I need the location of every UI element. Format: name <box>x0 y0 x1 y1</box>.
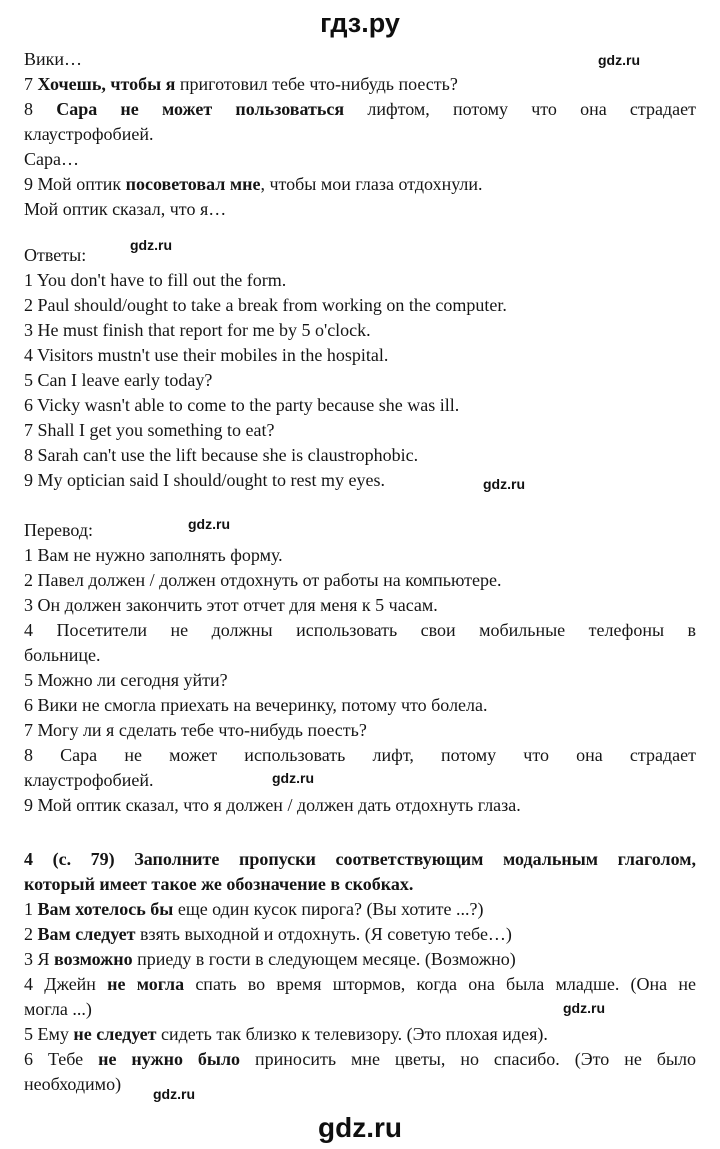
body-text: 4 Джейн <box>24 974 108 994</box>
text-line <box>24 1047 696 1072</box>
body-text: Мой оптик сказал, что я… <box>24 199 227 219</box>
text-line <box>24 922 696 947</box>
body-text: 6 Тебе <box>24 1049 99 1069</box>
bold-text: возможно <box>54 949 133 969</box>
body-text: необходимо) <box>24 1074 122 1094</box>
body-text: взять выходной и отдохнуть. (Я советую тебе…) <box>135 924 512 944</box>
bold-text: Вам хотелось бы <box>37 899 174 919</box>
document-body <box>24 47 696 1097</box>
bold-text: не нужно было <box>98 1049 241 1069</box>
body-text: приготовил тебе что-нибудь поесть? <box>175 74 458 94</box>
text-line <box>24 793 696 818</box>
text-line <box>24 418 696 443</box>
text-line <box>24 443 696 468</box>
text-line <box>24 1022 696 1047</box>
section-translation-ru <box>24 518 696 818</box>
text-line <box>24 543 696 568</box>
bold-text: Вам следует <box>37 924 136 944</box>
text-line <box>24 72 696 97</box>
text-line <box>24 947 696 972</box>
bold-text: посоветовал мне <box>125 174 261 194</box>
body-text: Перевод: <box>24 520 93 540</box>
section-dialog <box>24 47 696 222</box>
body-text: 8 Сара не может использовать лифт, потому что она страдает <box>24 745 696 765</box>
body-text: клаустрофобией. <box>24 770 154 790</box>
watermark-gdz: gdz.ru <box>188 516 230 532</box>
text-line <box>24 147 696 172</box>
bold-text: который имеет такое же обозначение в скобках. <box>24 874 414 894</box>
body-text: 7 <box>24 74 38 94</box>
text-line <box>24 47 696 72</box>
body-text: 5 Can I leave early today? <box>24 370 213 390</box>
body-text: 8 <box>24 99 57 119</box>
body-text: 5 Можно ли сегодня уйти? <box>24 670 228 690</box>
body-text: 9 Мой оптик сказал, что я должен / должен дать отдохнуть глаза. <box>24 795 521 815</box>
text-line <box>24 768 696 793</box>
body-text: сидеть так близко к телевизору. (Это плохая идея). <box>156 1024 548 1044</box>
text-line <box>24 243 696 268</box>
body-text: 2 Павел должен / должен отдохнуть от работы на компьютере. <box>24 570 502 590</box>
body-text: приеду в гости в следующем месяце. (Возможно) <box>132 949 516 969</box>
text-line <box>24 343 696 368</box>
body-text: 7 Могу ли я сделать тебе что-нибудь поесть? <box>24 720 367 740</box>
body-text: Сара… <box>24 149 79 169</box>
watermark-gdz: gdz.ru <box>563 1000 605 1016</box>
bold-text: 4 (с. 79) Заполните пропуски соответствующим модальным глаголом, <box>24 849 696 869</box>
text-line <box>24 122 696 147</box>
text-line <box>24 1072 696 1097</box>
body-text: 5 Ему <box>24 1024 74 1044</box>
watermark-gdz: gdz.ru <box>130 237 172 253</box>
text-line <box>24 468 696 493</box>
text-line <box>24 197 696 222</box>
text-line <box>24 643 696 668</box>
body-text: 3 Он должен закончить этот отчет для меня к 5 часам. <box>24 595 438 615</box>
watermark-gdz: gdz.ru <box>272 770 314 786</box>
body-text: , чтобы мои глаза отдохнули. <box>260 174 483 194</box>
text-line <box>24 593 696 618</box>
text-line <box>24 668 696 693</box>
body-text: лифтом, потому что она страдает <box>344 99 696 119</box>
text-line <box>24 518 696 543</box>
site-header-title: гдз.ру <box>320 8 400 38</box>
bold-text: не следует <box>73 1024 157 1044</box>
text-line <box>24 97 696 122</box>
text-line <box>24 972 696 997</box>
body-text: могла ...) <box>24 999 92 1019</box>
body-text: 9 My optician said I should/ought to rest my eyes. <box>24 470 385 490</box>
body-text: приносить мне цветы, но спасибо. (Это не было <box>240 1049 696 1069</box>
body-text: 4 Visitors mustn't use their mobiles in the hospital. <box>24 345 389 365</box>
text-line <box>24 847 696 872</box>
body-text: 1 <box>24 899 38 919</box>
body-text: спать во время штормов, когда она была младше. (Она не <box>184 974 696 994</box>
body-text: 2 <box>24 924 38 944</box>
text-line <box>24 618 696 643</box>
body-text: больнице. <box>24 645 101 665</box>
body-text: Вики… <box>24 49 83 69</box>
body-text: 2 Paul should/ought to take a break from working on the computer. <box>24 295 507 315</box>
text-line <box>24 743 696 768</box>
body-text: клаустрофобией. <box>24 124 154 144</box>
watermark-gdz: gdz.ru <box>153 1086 195 1102</box>
site-footer-logo: gdz.ru <box>318 1112 402 1143</box>
text-line <box>24 293 696 318</box>
watermark-gdz: gdz.ru <box>598 52 640 68</box>
watermark-gdz: gdz.ru <box>483 476 525 492</box>
body-text: 8 Sarah can't use the lift because she is claustrophobic. <box>24 445 419 465</box>
body-text: 3 He must finish that report for me by 5 o'clock. <box>24 320 371 340</box>
body-text: 6 Vicky wasn't able to come to the party because she was ill. <box>24 395 460 415</box>
body-text: 6 Вики не смогла приехать на вечеринку, потому что болела. <box>24 695 488 715</box>
bold-text: не могла <box>107 974 185 994</box>
text-line <box>24 318 696 343</box>
body-text: 3 Я <box>24 949 55 969</box>
body-text: 1 You don't have to fill out the form. <box>24 270 287 290</box>
text-line <box>24 693 696 718</box>
text-line <box>24 568 696 593</box>
body-text: 4 Посетители не должны использовать свои мобильные телефоны в <box>24 620 696 640</box>
text-line <box>24 872 696 897</box>
bold-text: Сара не может пользоваться <box>56 99 345 119</box>
text-line <box>24 268 696 293</box>
body-text: 1 Вам не нужно заполнять форму. <box>24 545 283 565</box>
body-text: 7 Shall I get you something to eat? <box>24 420 275 440</box>
body-text: еще один кусок пирога? (Вы хотите ...?) <box>173 899 484 919</box>
text-line <box>24 393 696 418</box>
text-line <box>24 368 696 393</box>
section-answers-en <box>24 243 696 493</box>
text-line <box>24 172 696 197</box>
section-exercise-4 <box>24 847 696 1097</box>
body-text: Ответы: <box>24 245 87 265</box>
text-line <box>24 718 696 743</box>
body-text: 9 Мой оптик <box>24 174 126 194</box>
bold-text: Хочешь, чтобы я <box>37 74 176 94</box>
text-line <box>24 897 696 922</box>
